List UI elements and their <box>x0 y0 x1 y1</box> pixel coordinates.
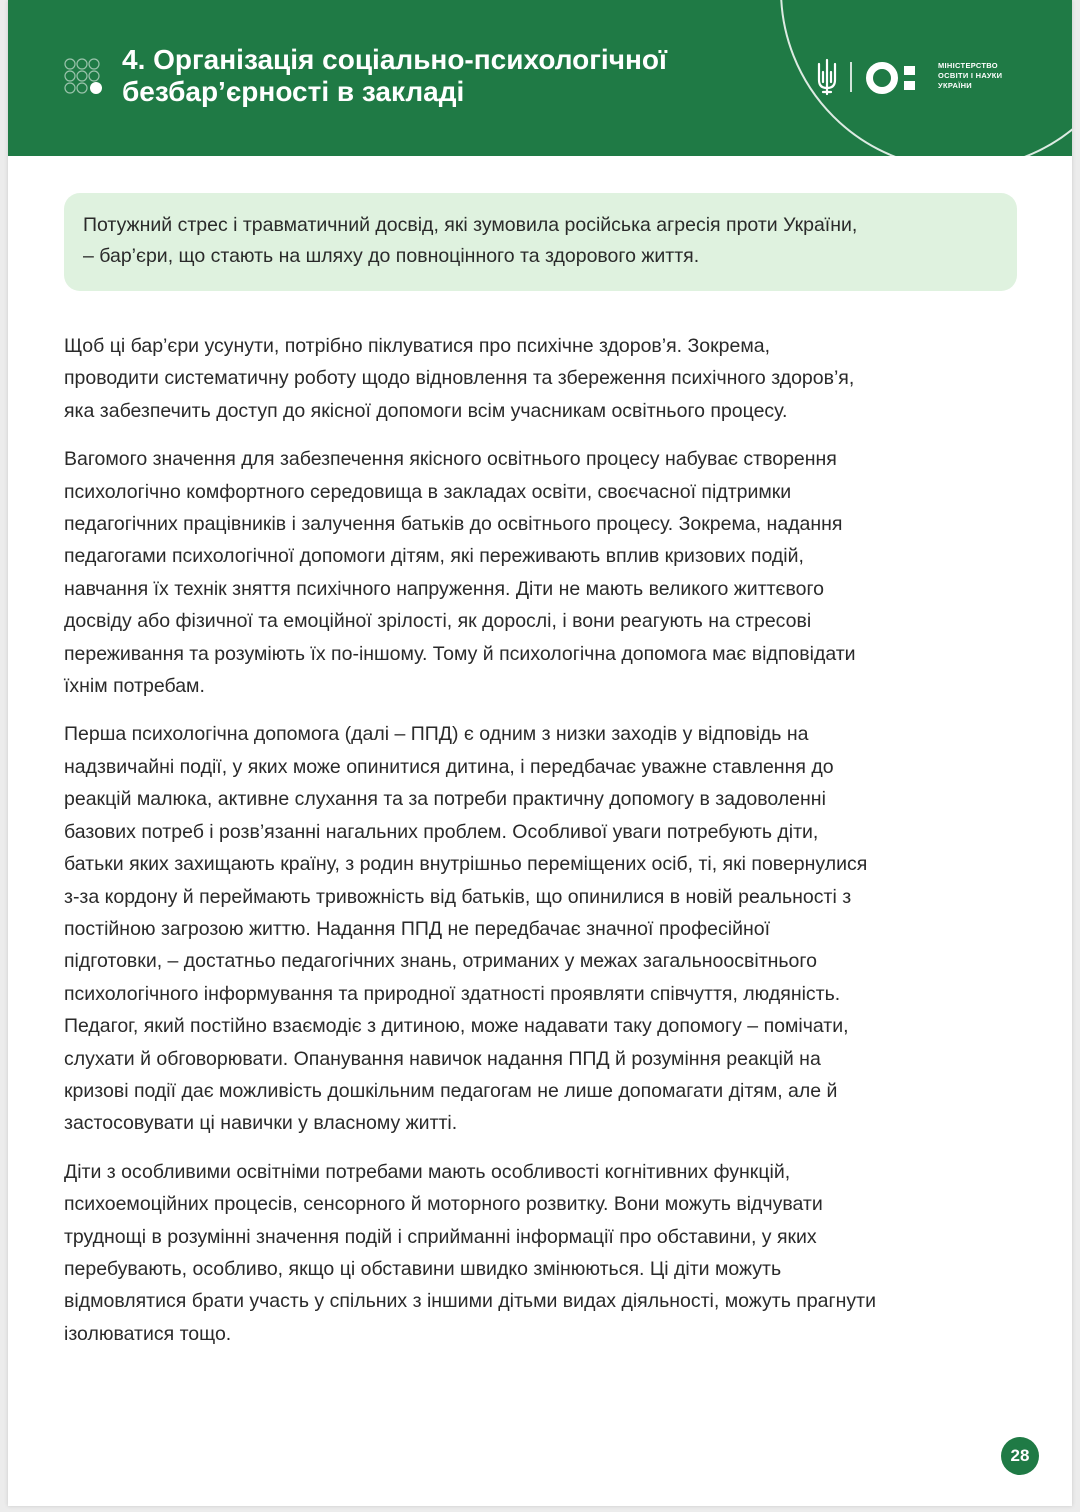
text-line: навчання їх технік зняття психічного напруження. Діти не мають великого життєвого <box>64 577 825 600</box>
text-line: кризові події дає можливість дошкільним педагогам не лише допомагати дітям, але й <box>64 1079 838 1102</box>
text-line: проводити систематичну роботу щодо відновлення та збереження психічного здоров’я, <box>64 367 855 390</box>
body-text <box>64 330 1024 1366</box>
ministry-logo-mark-icon <box>864 60 934 96</box>
text-line: слухати й обговорювати. Опанування навичок надання ППД й розуміння реакцій на <box>64 1047 821 1070</box>
text-line: педагогічних працівників і залучення батьків до освітнього процесу. Зокрема, надання <box>64 513 843 536</box>
text-line: Діти з особливими освітніми потребами мають особливості когнітивних функцій, <box>64 1160 791 1183</box>
text-line: Педагог, який постійно взаємодіє з дитиною, може надавати таку допомогу – помічати, <box>64 1015 849 1038</box>
ministry-name-line: ОСВІТИ І НАУКИ <box>938 71 1003 80</box>
section-title-line: безбар’єрності в закладі <box>122 76 465 107</box>
ministry-name-line: МІНІСТЕРСТВО <box>938 61 998 70</box>
section-title-line: 4. Організація соціально-психологічної <box>122 44 667 75</box>
ministry-name <box>938 61 1002 91</box>
text-line: базових потреб і розв’язанні нагальних проблем. Особливої уваги потребують діти, <box>64 820 819 843</box>
highlight-callout <box>64 193 1017 291</box>
text-line: перебувають, особливо, якщо ці обставини швидко змінюються. Ці діти можуть <box>64 1257 782 1280</box>
text-line: відмовлятися брати участь у спільних з іншими дітьми видах діяльності, можуть прагнути <box>64 1290 876 1313</box>
page-header <box>8 0 1072 156</box>
text-line: реакцій малюка, активне слухання та за потреби практичну допомогу в задоволенні <box>64 788 826 811</box>
text-line: досвіду або фізичної та емоційної зрілості, як дорослі, і вони реагують на стресові <box>64 610 812 633</box>
text-line: психоемоційних процесів, сенсорного й моторного розвитку. Вони можуть відчувати <box>64 1193 823 1216</box>
text-line: ізолюватися тощо. <box>64 1322 232 1345</box>
text-line: з-за кордону й переймають тривожність від батьків, що опинилися в новій реальності з <box>64 885 852 908</box>
text-line: труднощі в розумінні значення подій і сприйманні інформації про обставини, у яких <box>64 1225 817 1248</box>
text-line: яка забезпечить доступ до якісної допомоги всім учасникам освітнього процесу. <box>64 399 788 422</box>
section-dots-icon <box>62 56 108 102</box>
text-line: підготовки, – достатньо педагогічних знань, отриманих у межах загальноосвітнього <box>64 950 817 973</box>
page-number-badge: 28 <box>1001 1437 1039 1475</box>
text-line: Перша психологічна допомога (далі – ППД) є одним з низки заходів у відповідь на <box>64 723 809 746</box>
paragraph-1 <box>64 330 1024 427</box>
text-line: постійною загрозою життю. Надання ППД не передбачає значної професійної <box>64 917 770 940</box>
paragraph-4 <box>64 1156 1024 1350</box>
text-line: переживання та розуміють їх по-іншому. Тому й психологічна допомога має відповідати <box>64 642 856 665</box>
text-line: надзвичайні події, у яких може опинитися дитина, і передбачає уважне ставлення до <box>64 755 834 778</box>
text-line: батьки яких захищають країну, з родин внутрішньо переміщених осіб, ті, які повернулися <box>64 853 868 876</box>
text-line: педагогами психологічної допомоги дітям, які переживають вплив кризових подій, <box>64 545 804 568</box>
text-line: психологічного інформування та природної здатності проявляти співчуття, людяність. <box>64 982 841 1005</box>
document-page <box>8 0 1072 1506</box>
paragraph-2 <box>64 443 1024 702</box>
section-title <box>122 44 762 108</box>
callout-line: Потужний стрес і травматичний досвід, які зумовила російська агресія проти України, <box>83 214 858 236</box>
text-line: Вагомого значення для забезпечення якісного освітнього процесу набуває створення <box>64 448 837 471</box>
text-line: застосовувати ці навички у власному житті. <box>64 1112 458 1135</box>
text-line: їхнім потребам. <box>64 675 205 698</box>
callout-line: – бар’єри, що стають на шляху до повноцінного та здорового життя. <box>83 245 700 267</box>
ministry-logo <box>816 58 1036 98</box>
logo-divider <box>850 62 852 92</box>
text-line: Щоб ці бар’єри усунути, потрібно піклуватися про психічне здоров’я. Зокрема, <box>64 335 771 357</box>
text-line: психологічно комфортного середовища в закладах освіти, своєчасної підтримки <box>64 480 792 503</box>
ministry-name-line: УКРАЇНИ <box>938 81 972 90</box>
paragraph-3 <box>64 718 1024 1139</box>
trident-icon <box>816 58 838 96</box>
